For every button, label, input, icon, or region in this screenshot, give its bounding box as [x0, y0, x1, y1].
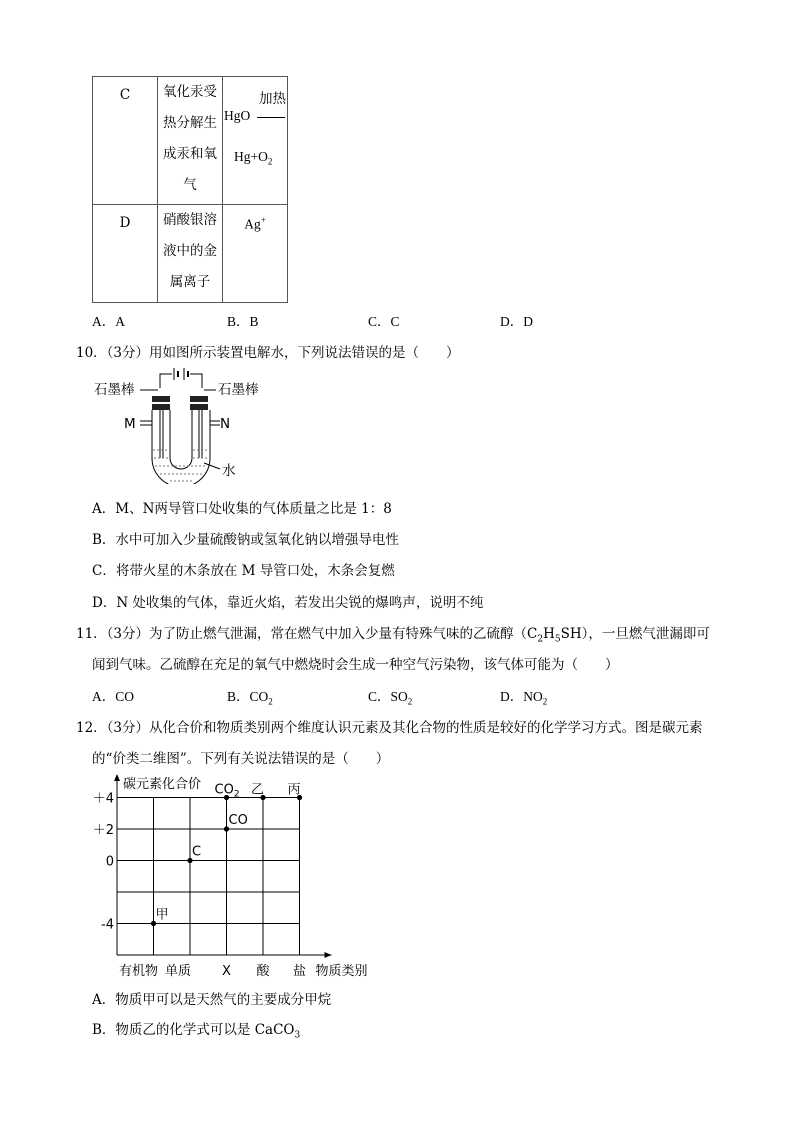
- x-tick-label: 酸: [256, 964, 270, 979]
- answer-table: [92, 76, 288, 303]
- battery-icon: [160, 368, 202, 388]
- data-point-label: C: [192, 844, 202, 860]
- q12-stem-line2: 的“价类二维图”。下列有关说法错误的是（ ）: [92, 751, 390, 767]
- y-tick-label: ＋4: [92, 791, 114, 807]
- q12-option-b[interactable]: B．物质乙的化学式可以是 CaCO$_3$: [92, 1022, 301, 1041]
- q11-stem-line2: 闻到气味。乙硫醇在充足的氧气中燃烧时会生成一种空气污染物，该气体可能为（ ）: [92, 657, 619, 673]
- data-point-label: 乙: [251, 782, 265, 798]
- electrolysis-figure: [92, 366, 282, 484]
- x-axis-label: 物质类别: [315, 964, 368, 979]
- data-point-label: 丙: [287, 782, 301, 798]
- carbon-valence-chart: [80, 770, 390, 980]
- q9-option-d[interactable]: D．D: [500, 314, 533, 329]
- q10-option-c[interactable]: C．将带火星的木条放在 M 导管口处，木条会复燃: [92, 563, 395, 579]
- x-tick-label: 单质: [164, 964, 192, 979]
- label-graphite-right: 石墨棒: [218, 382, 259, 398]
- q9-option-c[interactable]: C．C: [368, 314, 400, 329]
- u-tube: [152, 410, 210, 484]
- q10-option-b[interactable]: B．水中可加入少量硫酸钠或氢氧化钠以增强导电性: [92, 532, 399, 548]
- y-tick-label: -4: [101, 917, 114, 933]
- electrode-cap-left: [152, 396, 170, 402]
- data-point-label: 甲: [155, 907, 169, 923]
- y-tick-label: ＋2: [92, 823, 114, 838]
- q9-option-b[interactable]: B．B: [227, 314, 259, 329]
- data-point-label: $CO_2$: [214, 782, 240, 800]
- label-n: N: [220, 416, 231, 432]
- data-point-label: CO: [228, 813, 248, 828]
- label-graphite-left: 石墨棒: [94, 382, 135, 398]
- q12-option-a[interactable]: A．物质甲可以是天然气的主要成分甲烷: [92, 992, 332, 1008]
- x-tick-label: 有机物: [118, 964, 159, 979]
- q11-stem-line1: 11．（3分）为了防止燃气泄漏，常在燃气中加入少量有特殊气味的乙硫醇$(C_2H_5SH)$，一旦燃气泄漏即可: [76, 626, 710, 645]
- x-axis-arrow: [325, 952, 332, 958]
- row-d-letter: D: [93, 205, 158, 303]
- row-c-description: 氧化汞受 热分解生 成汞和氧 气: [158, 77, 223, 205]
- table-row-d: [93, 205, 288, 303]
- row-c-letter: C: [93, 77, 158, 205]
- x-tick-label: 盐: [292, 964, 307, 979]
- row-c-equation: 加热 HgO $Hg+O_2$: [223, 77, 288, 205]
- q12-stem-line1: 12．（3分）从化合价和物质类别两个维度认识元素及其化合物的性质是较好的化学学习方式。图是碳元素: [76, 720, 703, 736]
- electrode-cap-right: [190, 396, 208, 402]
- q11-option-c[interactable]: C．$SO_2$: [368, 689, 413, 707]
- q11-option-a[interactable]: A．CO: [92, 689, 135, 704]
- label-water: 水: [222, 463, 236, 479]
- label-m: M: [124, 416, 136, 432]
- q9-option-a[interactable]: A．A: [92, 314, 125, 329]
- equation-line: [257, 117, 285, 118]
- y-axis-arrow: [114, 774, 120, 781]
- q10-option-a[interactable]: A．M、N两导管口处收集的气体质量之比是 1：8: [92, 501, 392, 517]
- q11-option-d[interactable]: D．$NO_2$: [500, 689, 548, 707]
- q10-option-d[interactable]: D．N 处收集的气体，靠近火焰，若发出尖锐的爆鸣声，说明不纯: [92, 595, 484, 611]
- table-row-c: [93, 77, 288, 205]
- y-axis-label: 碳元素化合价: [123, 777, 202, 792]
- y-tick-label: 0: [105, 854, 114, 870]
- q11-option-b[interactable]: B．$CO_2$: [227, 689, 273, 707]
- x-tick-label: X: [222, 964, 231, 979]
- row-d-description: 硝酸银溶 液中的金 属离子: [158, 205, 223, 303]
- q10-stem: 10．（3分）用如图所示装置电解水，下列说法错误的是（ ）: [76, 345, 460, 361]
- row-d-ion: Ag+: [223, 205, 288, 303]
